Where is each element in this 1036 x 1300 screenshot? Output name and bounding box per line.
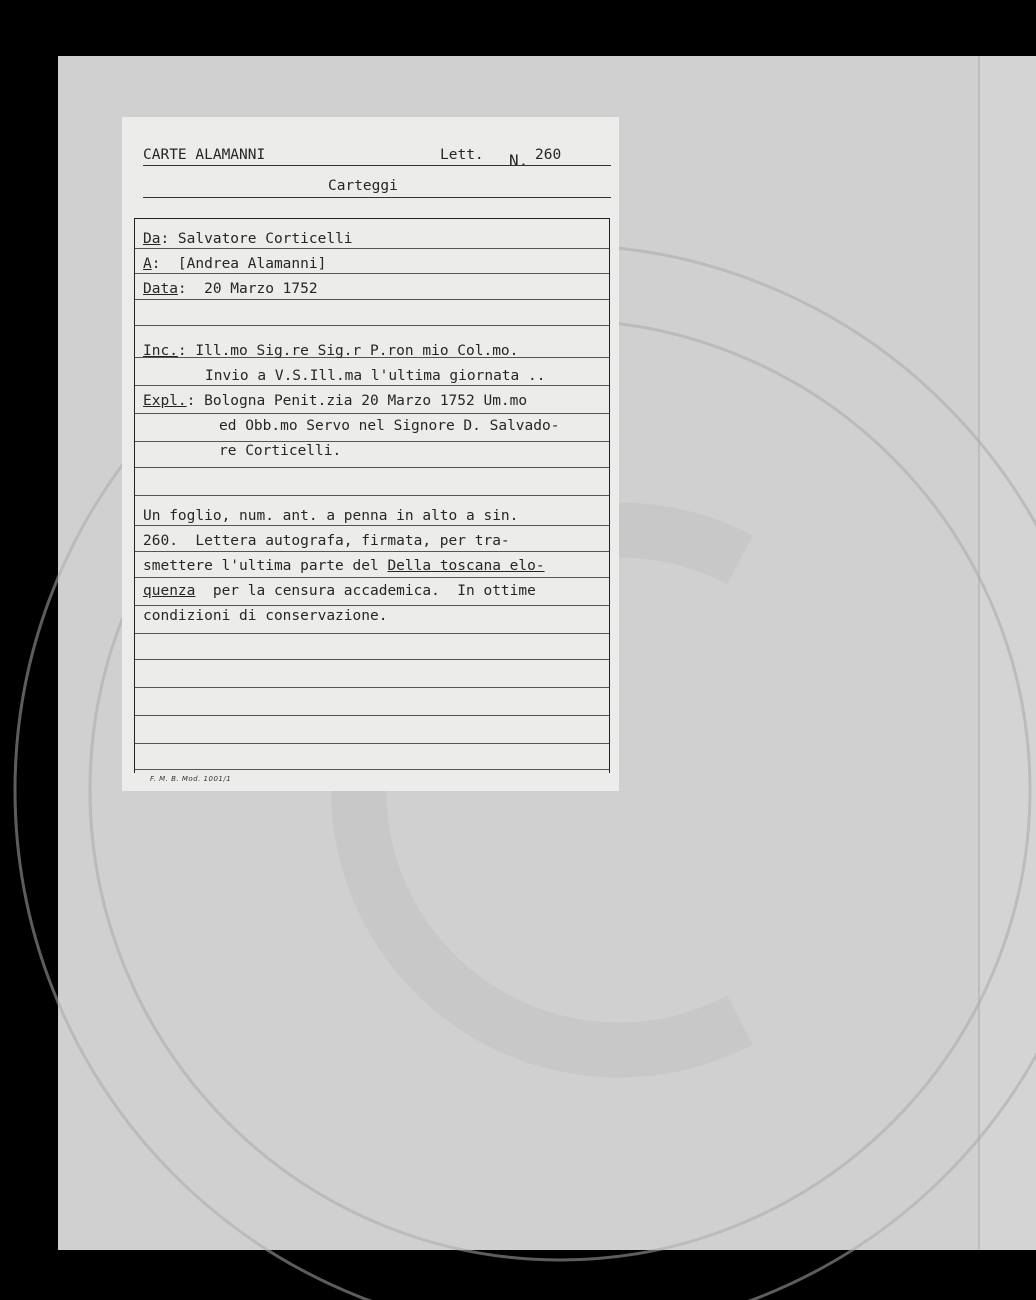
description-line-3 — [143, 557, 545, 575]
row-rule — [135, 299, 609, 300]
row-rule — [135, 769, 609, 770]
date-field — [143, 280, 318, 298]
from-value: : Salvatore Corticelli — [160, 231, 353, 247]
description-line-1: Un foglio, num. ant. a penna in alto a sin. — [143, 508, 519, 524]
row-rule — [135, 715, 609, 716]
explicit-field — [143, 392, 527, 410]
row-rule — [135, 551, 609, 552]
incipit-field — [143, 342, 518, 360]
date-value: : 20 Marzo 1752 — [177, 281, 318, 297]
letter-label: Lett. — [440, 147, 484, 163]
to-label: A — [143, 256, 152, 272]
row-rule — [135, 525, 609, 526]
description-line-2: 260. Lettera autografa, firmata, per tra- — [143, 533, 510, 549]
row-rule — [135, 413, 609, 414]
explicit-line-1: : Bologna Penit.zia 20 Marzo 1752 Um.mo — [186, 393, 528, 409]
description-line-4-text: per la censura accademica. In ottime — [195, 583, 536, 599]
letter-number: 260 — [535, 147, 562, 163]
row-rule — [135, 467, 609, 468]
row-rule — [135, 495, 609, 496]
explicit-line-2: ed Obb.mo Servo nel Signore D. Salvado- — [219, 418, 560, 434]
work-title-part-2: quenza — [143, 583, 196, 599]
from-field — [143, 230, 353, 248]
number-label: N. — [509, 151, 529, 170]
series-title: Carteggi — [328, 178, 398, 194]
date-label: Data — [143, 281, 178, 297]
row-rule — [135, 273, 609, 274]
form-code: F. M. B. Mod. 1001/1 — [150, 775, 232, 783]
catalog-card — [122, 117, 619, 791]
description-line-3-text: smettere l'ultima parte del — [143, 558, 388, 574]
row-rule — [135, 248, 609, 249]
folder-sheet-next-page — [978, 56, 1036, 1250]
row-rule — [135, 441, 609, 442]
row-rule — [135, 687, 609, 688]
from-label: Da — [143, 231, 161, 247]
to-field — [143, 255, 326, 273]
explicit-label: Expl. — [143, 393, 187, 409]
record-box — [134, 218, 610, 773]
description-line-5: condizioni di conservazione. — [143, 608, 388, 624]
incipit-label: Inc. — [143, 343, 178, 359]
row-rule — [135, 743, 609, 744]
row-rule — [135, 325, 609, 326]
row-rule — [135, 577, 609, 578]
row-rule — [135, 633, 609, 634]
row-rule — [135, 659, 609, 660]
explicit-line-3: re Corticelli. — [219, 443, 342, 459]
series-rule — [143, 197, 611, 198]
incipit-line-2: Invio a V.S.Ill.ma l'ultima giornata .. — [205, 368, 546, 384]
row-rule — [135, 385, 609, 386]
to-value: : [Andrea Alamanni] — [151, 256, 327, 272]
description-line-4 — [143, 582, 536, 600]
incipit-line-1: : Ill.mo Sig.re Sig.r P.ron mio Col.mo. — [177, 343, 519, 359]
header-rule — [143, 165, 611, 166]
row-rule — [135, 605, 609, 606]
collection-title: CARTE ALAMANNI — [143, 147, 266, 163]
work-title-part-1: Della toscana elo- — [387, 558, 545, 574]
